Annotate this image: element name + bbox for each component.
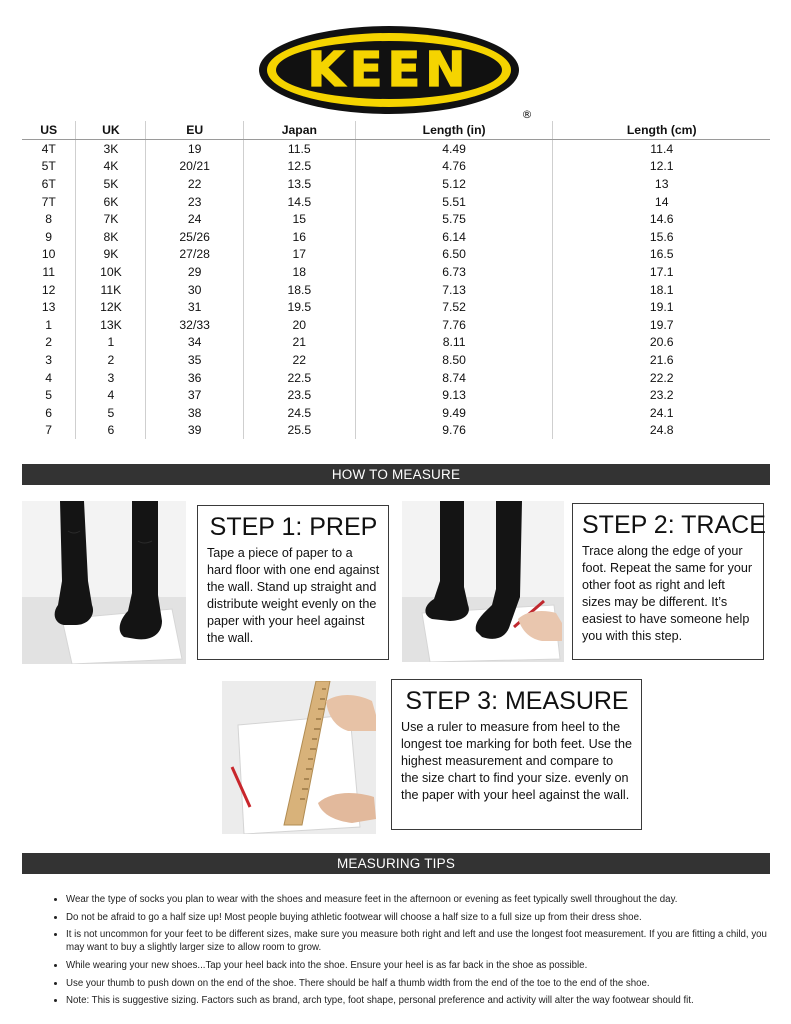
size-chart-cell: 4K <box>76 158 146 176</box>
size-chart-row <box>22 404 770 422</box>
size-chart-cell: 12.5 <box>243 158 355 176</box>
size-chart-cell: 5.75 <box>355 210 553 228</box>
size-chart-cell: 37 <box>146 386 243 404</box>
size-chart-cell: 11 <box>42 264 56 279</box>
size-chart-cell: 3 <box>45 352 53 367</box>
size-chart-cell: 1 <box>76 334 146 352</box>
tip-item: • Do not be afraid to go a half size up! Most people buying athletic footwear will choose a half size to a full size up from their dress shoe. <box>66 911 786 925</box>
size-chart-table <box>22 121 770 439</box>
step-3-text: Use a ruler to measure from heel to the longest toe marking for both feet. Use the highest measurement and compare to the size chart to find your size. evenly on the paper with your heel against the wall. <box>401 720 633 802</box>
size-chart-cell: 13.5 <box>243 175 355 193</box>
size-chart-cell: 29 <box>146 263 243 281</box>
size-chart-cell: 31 <box>146 298 243 316</box>
size-chart-row <box>22 175 770 193</box>
size-chart-cell: 24 <box>146 210 243 228</box>
tip-item: • Wear the type of socks you plan to wear with the shoes and measure feet in the afternoon or evening as feet typically swell throughout the day. <box>66 893 786 907</box>
keen-logo-wordmark: KEEN <box>307 42 471 98</box>
size-chart-row <box>22 386 770 404</box>
size-chart-cell: 2 <box>76 351 146 369</box>
size-chart-cell: 34 <box>146 334 243 352</box>
size-chart-column-header: Length (in) <box>355 121 553 140</box>
size-chart-cell: 16.5 <box>553 246 770 264</box>
size-chart-cell: 5T <box>41 159 56 174</box>
size-chart-cell: 7K <box>76 210 146 228</box>
size-chart-cell: 19 <box>146 140 243 158</box>
size-chart-cell: 14.5 <box>243 193 355 211</box>
size-chart-cell: 4 <box>45 370 53 385</box>
size-chart-cell: 30 <box>146 281 243 299</box>
size-chart-row <box>22 334 770 352</box>
size-chart-cell: 13 <box>41 300 56 315</box>
size-chart-cell: 27/28 <box>146 246 243 264</box>
size-chart-cell: 8.11 <box>355 334 553 352</box>
step-2-photo <box>402 501 564 662</box>
size-chart-cell: 9.76 <box>355 422 553 440</box>
size-chart-cell: 7.52 <box>355 298 553 316</box>
size-chart-cell: 22.5 <box>243 369 355 387</box>
size-chart-cell: 8.50 <box>355 351 553 369</box>
step-3-photo <box>222 681 376 834</box>
size-chart-cell: 10K <box>76 263 146 281</box>
size-chart-row <box>22 246 770 264</box>
size-chart-cell: 3 <box>76 369 146 387</box>
size-chart-row <box>22 316 770 334</box>
size-chart-cell: 6.73 <box>355 263 553 281</box>
size-chart-cell: 12.1 <box>553 158 770 176</box>
size-chart-cell: 7.76 <box>355 316 553 334</box>
size-chart-cell: 1 <box>45 317 53 332</box>
registered-mark: ® <box>521 108 533 120</box>
size-chart-row <box>22 210 770 228</box>
size-chart-cell: 9.49 <box>355 404 553 422</box>
step-2-title: STEP 2: TRACE <box>582 511 766 539</box>
size-chart-cell: 5.12 <box>355 175 553 193</box>
size-chart-cell: 6.50 <box>355 246 553 264</box>
size-chart-cell: 15.6 <box>553 228 770 246</box>
size-chart-cell: 14.6 <box>553 210 770 228</box>
step-3-title: STEP 3: MEASURE <box>405 687 629 715</box>
size-chart-cell: 13K <box>76 316 146 334</box>
tip-item: • It is not uncommon for your feet to be different sizes, make sure you measure both right and left and use the longest foot measurement. If you are fitting a child, you may want to buy a slightly larger size to allow room to grow. <box>66 928 786 955</box>
size-chart-cell: 39 <box>146 422 243 440</box>
size-chart-cell: 35 <box>146 351 243 369</box>
size-chart-cell: 18.1 <box>553 281 770 299</box>
tip-item: • Note: This is suggestive sizing. Factors such as brand, arch type, foot shape, personal preference and activity will alter the way footwear should fit. <box>66 994 786 1008</box>
step-1-box <box>197 505 389 660</box>
size-chart-cell: 3K <box>76 140 146 158</box>
size-chart-row <box>22 140 770 158</box>
measuring-tips-banner: MEASURING TIPS <box>22 853 770 874</box>
size-chart-body <box>22 140 770 440</box>
size-chart-row <box>22 193 770 211</box>
how-to-measure-banner: HOW TO MEASURE <box>22 464 770 485</box>
size-chart-cell: 24.8 <box>553 422 770 440</box>
tip-item: • Use your thumb to push down on the end of the shoe. There should be half a thumb width from the end of the toe to the end of the shoe. <box>66 977 786 991</box>
size-chart-cell: 19.7 <box>553 316 770 334</box>
size-chart-cell: 7.13 <box>355 281 553 299</box>
size-chart-cell: 19.1 <box>553 298 770 316</box>
size-chart-cell: 11.4 <box>553 140 770 158</box>
size-chart-cell: 20/21 <box>146 158 243 176</box>
size-chart-column-header: Length (cm) <box>553 121 770 140</box>
size-chart-cell: 4 <box>76 386 146 404</box>
size-chart-cell: 23.5 <box>243 386 355 404</box>
size-chart-cell: 24.1 <box>553 404 770 422</box>
size-chart-cell: 4.76 <box>355 158 553 176</box>
step-2-text: Trace along the edge of your foot. Repeat the same for your other foot as right and left sizes may be different. It’s easiest to have someone help you with this step. <box>582 544 753 643</box>
size-chart-cell: 14 <box>553 193 770 211</box>
step-1-title: STEP 1: PREP <box>209 513 378 541</box>
size-chart-cell: 4.49 <box>355 140 553 158</box>
size-chart-cell: 6T <box>41 176 56 191</box>
size-chart-row <box>22 351 770 369</box>
size-chart-cell: 22.2 <box>553 369 770 387</box>
size-chart-cell: 5 <box>45 388 53 403</box>
size-chart-row <box>22 281 770 299</box>
size-chart-cell: 12 <box>41 282 56 297</box>
size-chart-cell: 6K <box>76 193 146 211</box>
size-chart-row <box>22 158 770 176</box>
size-chart-cell: 25.5 <box>243 422 355 440</box>
size-chart-cell: 21.6 <box>553 351 770 369</box>
size-chart-cell: 5 <box>76 404 146 422</box>
size-chart-header-row <box>22 121 770 140</box>
size-chart-row <box>22 369 770 387</box>
step-2-box <box>572 503 764 660</box>
size-chart-column-header: EU <box>146 121 243 140</box>
size-chart-column-header: UK <box>76 121 146 140</box>
size-chart-cell: 8.74 <box>355 369 553 387</box>
size-chart-cell: 19.5 <box>243 298 355 316</box>
size-chart-cell: 21 <box>243 334 355 352</box>
size-chart-cell: 12K <box>76 298 146 316</box>
size-chart-cell: 25/26 <box>146 228 243 246</box>
size-chart-cell: 18.5 <box>243 281 355 299</box>
keen-logo <box>255 24 537 120</box>
size-chart-row <box>22 263 770 281</box>
measuring-tips-list <box>42 893 786 1012</box>
size-chart-cell: 7 <box>45 423 53 438</box>
step-3-box <box>391 679 642 830</box>
size-chart-cell: 8 <box>45 212 53 227</box>
size-chart-cell: 17.1 <box>553 263 770 281</box>
size-chart-cell: 16 <box>243 228 355 246</box>
size-chart-column-header: US <box>22 121 76 140</box>
size-chart-cell: 24.5 <box>243 404 355 422</box>
size-chart-cell: 9 <box>45 229 53 244</box>
keen-logo-emblem <box>255 24 537 120</box>
size-chart-cell: 23.2 <box>553 386 770 404</box>
size-chart-cell: 5K <box>76 175 146 193</box>
size-chart-cell: 20 <box>243 316 355 334</box>
size-chart-cell: 38 <box>146 404 243 422</box>
size-chart-cell: 4T <box>41 141 56 156</box>
size-chart-cell: 18 <box>243 263 355 281</box>
size-chart-cell: 22 <box>243 351 355 369</box>
size-chart-cell: 6 <box>76 422 146 440</box>
size-chart-cell: 9K <box>76 246 146 264</box>
step-1-text: Tape a piece of paper to a hard floor with one end against the wall. Stand up straight and distribute weight evenly on the paper with your heel against the wall. <box>207 546 380 645</box>
step-1-photo <box>22 501 186 664</box>
tip-item: • While wearing your new shoes...Tap your heel back into the shoe. Ensure your heel is as far back in the shoe as possible. <box>66 959 786 973</box>
size-chart-cell: 10 <box>41 247 56 262</box>
size-chart-cell: 6 <box>45 405 53 420</box>
size-chart-cell: 13 <box>553 175 770 193</box>
size-chart-column-header: Japan <box>243 121 355 140</box>
size-chart-cell: 32/33 <box>146 316 243 334</box>
size-chart-cell: 6.14 <box>355 228 553 246</box>
size-chart-cell: 2 <box>45 335 53 350</box>
size-chart-cell: 36 <box>146 369 243 387</box>
size-chart-cell: 22 <box>146 175 243 193</box>
size-chart-cell: 7T <box>41 194 56 209</box>
size-chart-cell: 23 <box>146 193 243 211</box>
size-chart-cell: 20.6 <box>553 334 770 352</box>
size-chart-row <box>22 228 770 246</box>
size-chart-row <box>22 298 770 316</box>
size-chart-cell: 8K <box>76 228 146 246</box>
size-chart-cell: 11K <box>76 281 146 299</box>
size-chart-cell: 15 <box>243 210 355 228</box>
size-chart-row <box>22 422 770 440</box>
size-chart-cell: 9.13 <box>355 386 553 404</box>
size-chart-cell: 11.5 <box>243 140 355 158</box>
size-chart-cell: 17 <box>243 246 355 264</box>
size-chart-cell: 5.51 <box>355 193 553 211</box>
